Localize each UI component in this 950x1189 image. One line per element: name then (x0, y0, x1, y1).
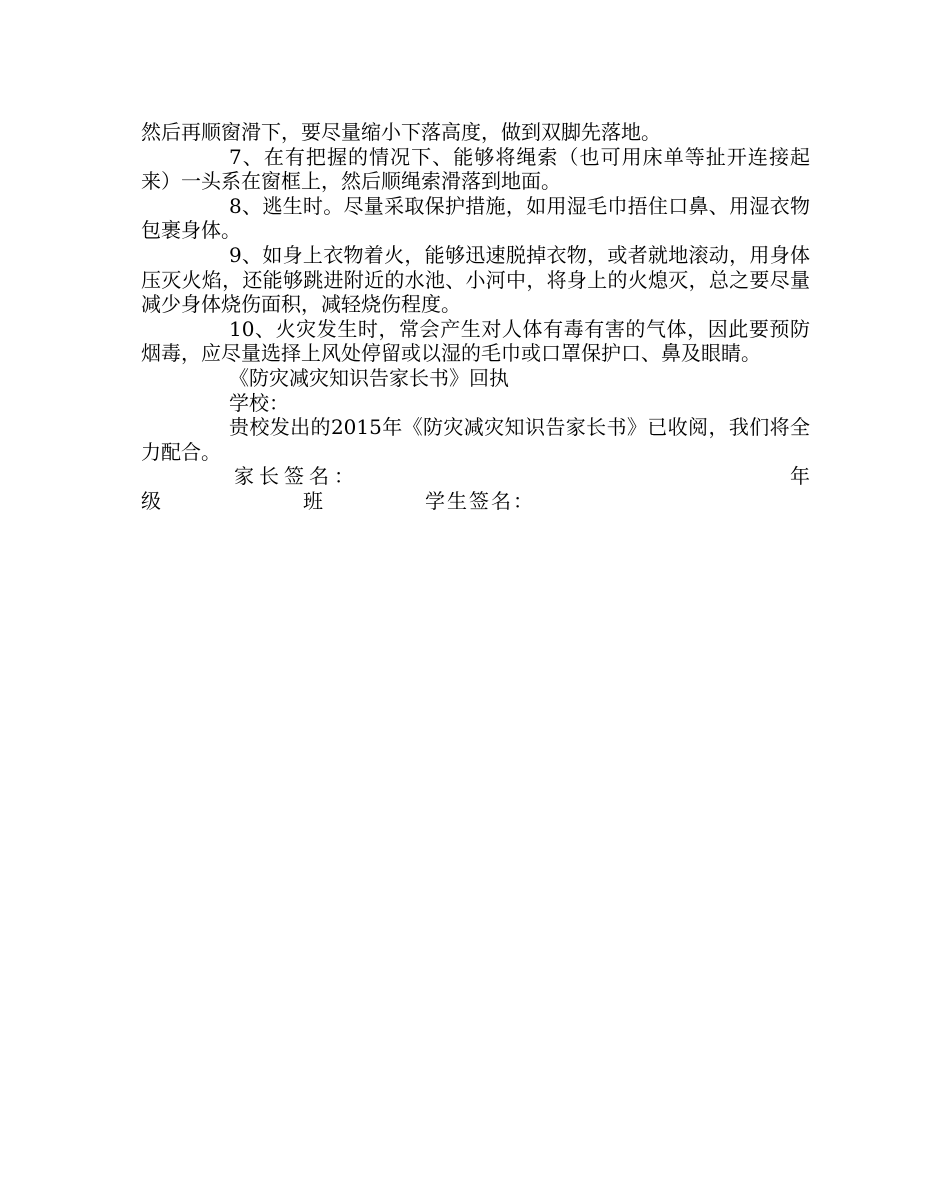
paragraph-item-10: 10、火灾发生时，常会产生对人体有毒有害的气体，因此要预防烟毒，应尽量选择上风处停留或以湿的毛巾或口罩保护口、鼻及眼睛。 (141, 316, 810, 366)
paragraph-item-8: 8、逃生时。尽量采取保护措施，如用湿毛巾捂住口鼻、用湿衣物包裹身体。 (141, 193, 810, 243)
parent-signature-label: 家长签名： (234, 464, 359, 489)
paragraph-item-7: 7、在有把握的情况下、能够将绳索（也可用床单等扯开连接起来）一头系在窗框上，然后顺绳索滑落到地面。 (141, 144, 810, 194)
paragraph-item-9: 9、如身上衣物着火，能够迅速脱掉衣物，或者就地滚动，用身体压灭火焰，还能够跳进附近的水池、小河中，将身上的火熄灭，总之要尽量减少身体烧伤面积，减轻烧伤程度。 (141, 242, 810, 317)
student-signature-label: 学生签名： (425, 488, 535, 513)
document-body (141, 120, 810, 513)
receipt-body: 贵校发出的2015年《防灾减灾知识告家长书》已收阅，我们将全力配合。 (141, 415, 810, 464)
grade-label-part1: 年 (790, 464, 810, 489)
receipt-addressee: 学校： (229, 390, 289, 415)
receipt-title: 《防灾减灾知识告家长书》回执 (229, 365, 509, 390)
class-label: 班 (303, 488, 323, 513)
signature-block (141, 464, 810, 513)
grade-label-part2: 级 (141, 488, 161, 513)
paragraph-continuation: 然后再顺窗滑下，要尽量缩小下落高度，做到双脚先落地。 (141, 120, 661, 144)
